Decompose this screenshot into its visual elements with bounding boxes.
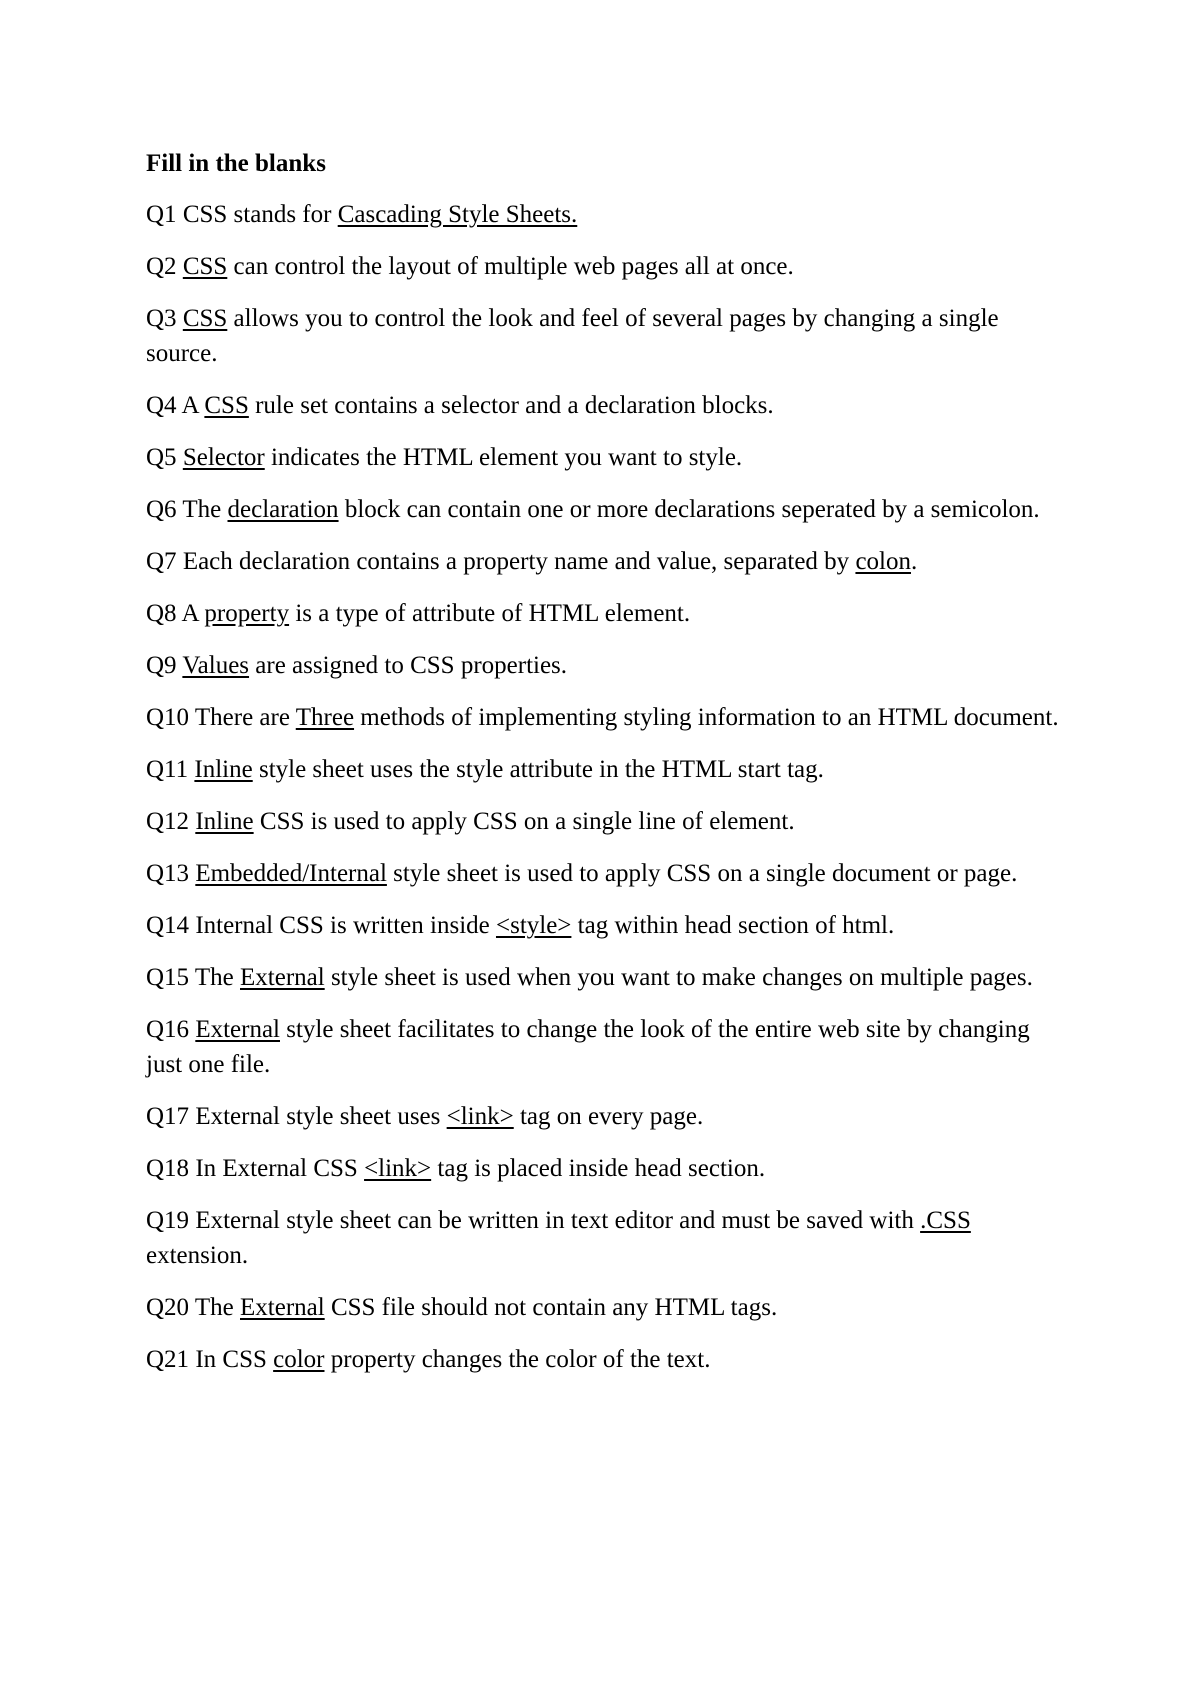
question-text-after: tag within head section of html. <box>577 912 895 939</box>
question-text-after: CSS is used to apply CSS on a single line of element. <box>259 808 795 835</box>
question-number: Q1 <box>146 201 177 228</box>
question-number: Q16 <box>146 1016 190 1043</box>
question-text-after: block can contain one or more declarations seperated by a semicolon. <box>344 496 1040 523</box>
question-item <box>146 1099 1066 1134</box>
question-text-after: indicates the HTML element you want to style. <box>270 444 743 471</box>
question-number: Q12 <box>146 808 190 835</box>
question-text-before: The <box>194 964 234 991</box>
question-item <box>146 249 1066 284</box>
page-title: Fill in the blanks <box>146 150 326 177</box>
document-page <box>146 146 1066 1394</box>
question-text-before: Internal CSS is written inside <box>195 912 490 939</box>
question-item <box>146 908 1066 943</box>
question-item <box>146 1290 1066 1325</box>
question-item <box>146 752 1066 787</box>
question-number: Q20 <box>146 1294 190 1321</box>
question-item <box>146 492 1066 527</box>
question-number: Q7 <box>146 548 177 575</box>
question-text-after: rule set contains a selector and a declaration blocks. <box>255 392 774 419</box>
question-text-before: In CSS <box>195 1346 267 1373</box>
question-item <box>146 1342 1066 1377</box>
question-item <box>146 1012 1066 1082</box>
question-text-before: In External CSS <box>195 1155 358 1182</box>
question-item <box>146 804 1066 839</box>
question-item <box>146 388 1066 423</box>
question-number: Q13 <box>146 860 190 887</box>
answer-blank: colon <box>855 548 911 575</box>
question-item <box>146 544 1066 579</box>
question-text-after: tag on every page. <box>519 1103 704 1130</box>
question-text-after: property changes the color of the text. <box>330 1346 711 1373</box>
question-item <box>146 700 1066 735</box>
answer-blank: External <box>195 1016 280 1043</box>
question-number: Q6 <box>146 496 177 523</box>
question-number: Q3 <box>146 305 177 332</box>
question-text-after: . <box>910 548 918 575</box>
question-item <box>146 648 1066 683</box>
question-number: Q21 <box>146 1346 190 1373</box>
answer-blank: <link> <box>446 1103 514 1130</box>
answer-blank: CSS <box>182 305 228 332</box>
answer-blank: Inline <box>194 756 253 783</box>
question-item <box>146 197 1066 232</box>
question-text-before: CSS stands for <box>182 201 332 228</box>
question-text-before: The <box>182 496 222 523</box>
answer-blank: Embedded/Internal <box>195 860 387 887</box>
question-number: Q17 <box>146 1103 190 1130</box>
question-text-before: A <box>181 600 199 627</box>
question-text-after: are assigned to CSS properties. <box>255 652 568 679</box>
question-text-after: style sheet uses the style attribute in the HTML start tag. <box>258 756 824 783</box>
question-number: Q9 <box>146 652 177 679</box>
question-item <box>146 301 1066 371</box>
answer-blank: External <box>240 964 325 991</box>
question-number: Q10 <box>146 704 190 731</box>
answer-blank: Cascading Style Sheets. <box>337 201 578 228</box>
answer-blank: Three <box>295 704 355 731</box>
question-item <box>146 596 1066 631</box>
question-text-before: Each declaration contains a property name and value, separated by <box>182 548 850 575</box>
question-number: Q14 <box>146 912 190 939</box>
answer-blank: declaration <box>227 496 339 523</box>
answer-blank: External <box>240 1294 325 1321</box>
question-text-after: can control the layout of multiple web pages all at once. <box>233 253 794 280</box>
question-text-before: External style sheet uses <box>195 1103 441 1130</box>
question-text-after: style sheet facilitates to change the look of the entire web site by changing just one file. <box>146 1016 1030 1078</box>
question-item <box>146 856 1066 891</box>
answer-blank: CSS <box>182 253 228 280</box>
question-text-after: style sheet is used when you want to make changes on multiple pages. <box>330 964 1033 991</box>
question-text-before: The <box>194 1294 234 1321</box>
question-text-after: CSS file should not contain any HTML tags. <box>330 1294 778 1321</box>
question-item <box>146 1203 1066 1273</box>
question-item <box>146 960 1066 995</box>
question-text-before: A <box>181 392 199 419</box>
answer-blank: .CSS <box>920 1207 971 1234</box>
question-number: Q11 <box>146 756 189 783</box>
answer-blank: property <box>204 600 290 627</box>
question-text-after: extension. <box>146 1242 249 1269</box>
answer-blank: color <box>273 1346 325 1373</box>
question-text-before: There are <box>194 704 290 731</box>
question-number: Q15 <box>146 964 190 991</box>
answer-blank: CSS <box>204 392 249 419</box>
question-text-after: style sheet is used to apply CSS on a single document or page. <box>393 860 1018 887</box>
question-number: Q2 <box>146 253 177 280</box>
question-text-after: allows you to control the look and feel of several pages by changing a single source. <box>146 305 999 367</box>
question-number: Q18 <box>146 1155 190 1182</box>
question-item <box>146 440 1066 475</box>
question-number: Q8 <box>146 600 177 627</box>
answer-blank: Inline <box>195 808 254 835</box>
answer-blank: <link> <box>364 1155 432 1182</box>
question-text-after: methods of implementing styling information to an HTML document. <box>360 704 1059 731</box>
answer-blank: <style> <box>495 912 572 939</box>
question-number: Q5 <box>146 444 177 471</box>
question-number: Q19 <box>146 1207 190 1234</box>
answer-blank: Selector <box>182 444 265 471</box>
question-item <box>146 1151 1066 1186</box>
question-text-after: tag is placed inside head section. <box>437 1155 766 1182</box>
question-text-after: is a type of attribute of HTML element. <box>295 600 691 627</box>
question-list <box>146 197 1066 1377</box>
answer-blank: Values <box>182 652 250 679</box>
question-text-before: External style sheet can be written in text editor and must be saved with <box>195 1207 914 1234</box>
question-number: Q4 <box>146 392 177 419</box>
